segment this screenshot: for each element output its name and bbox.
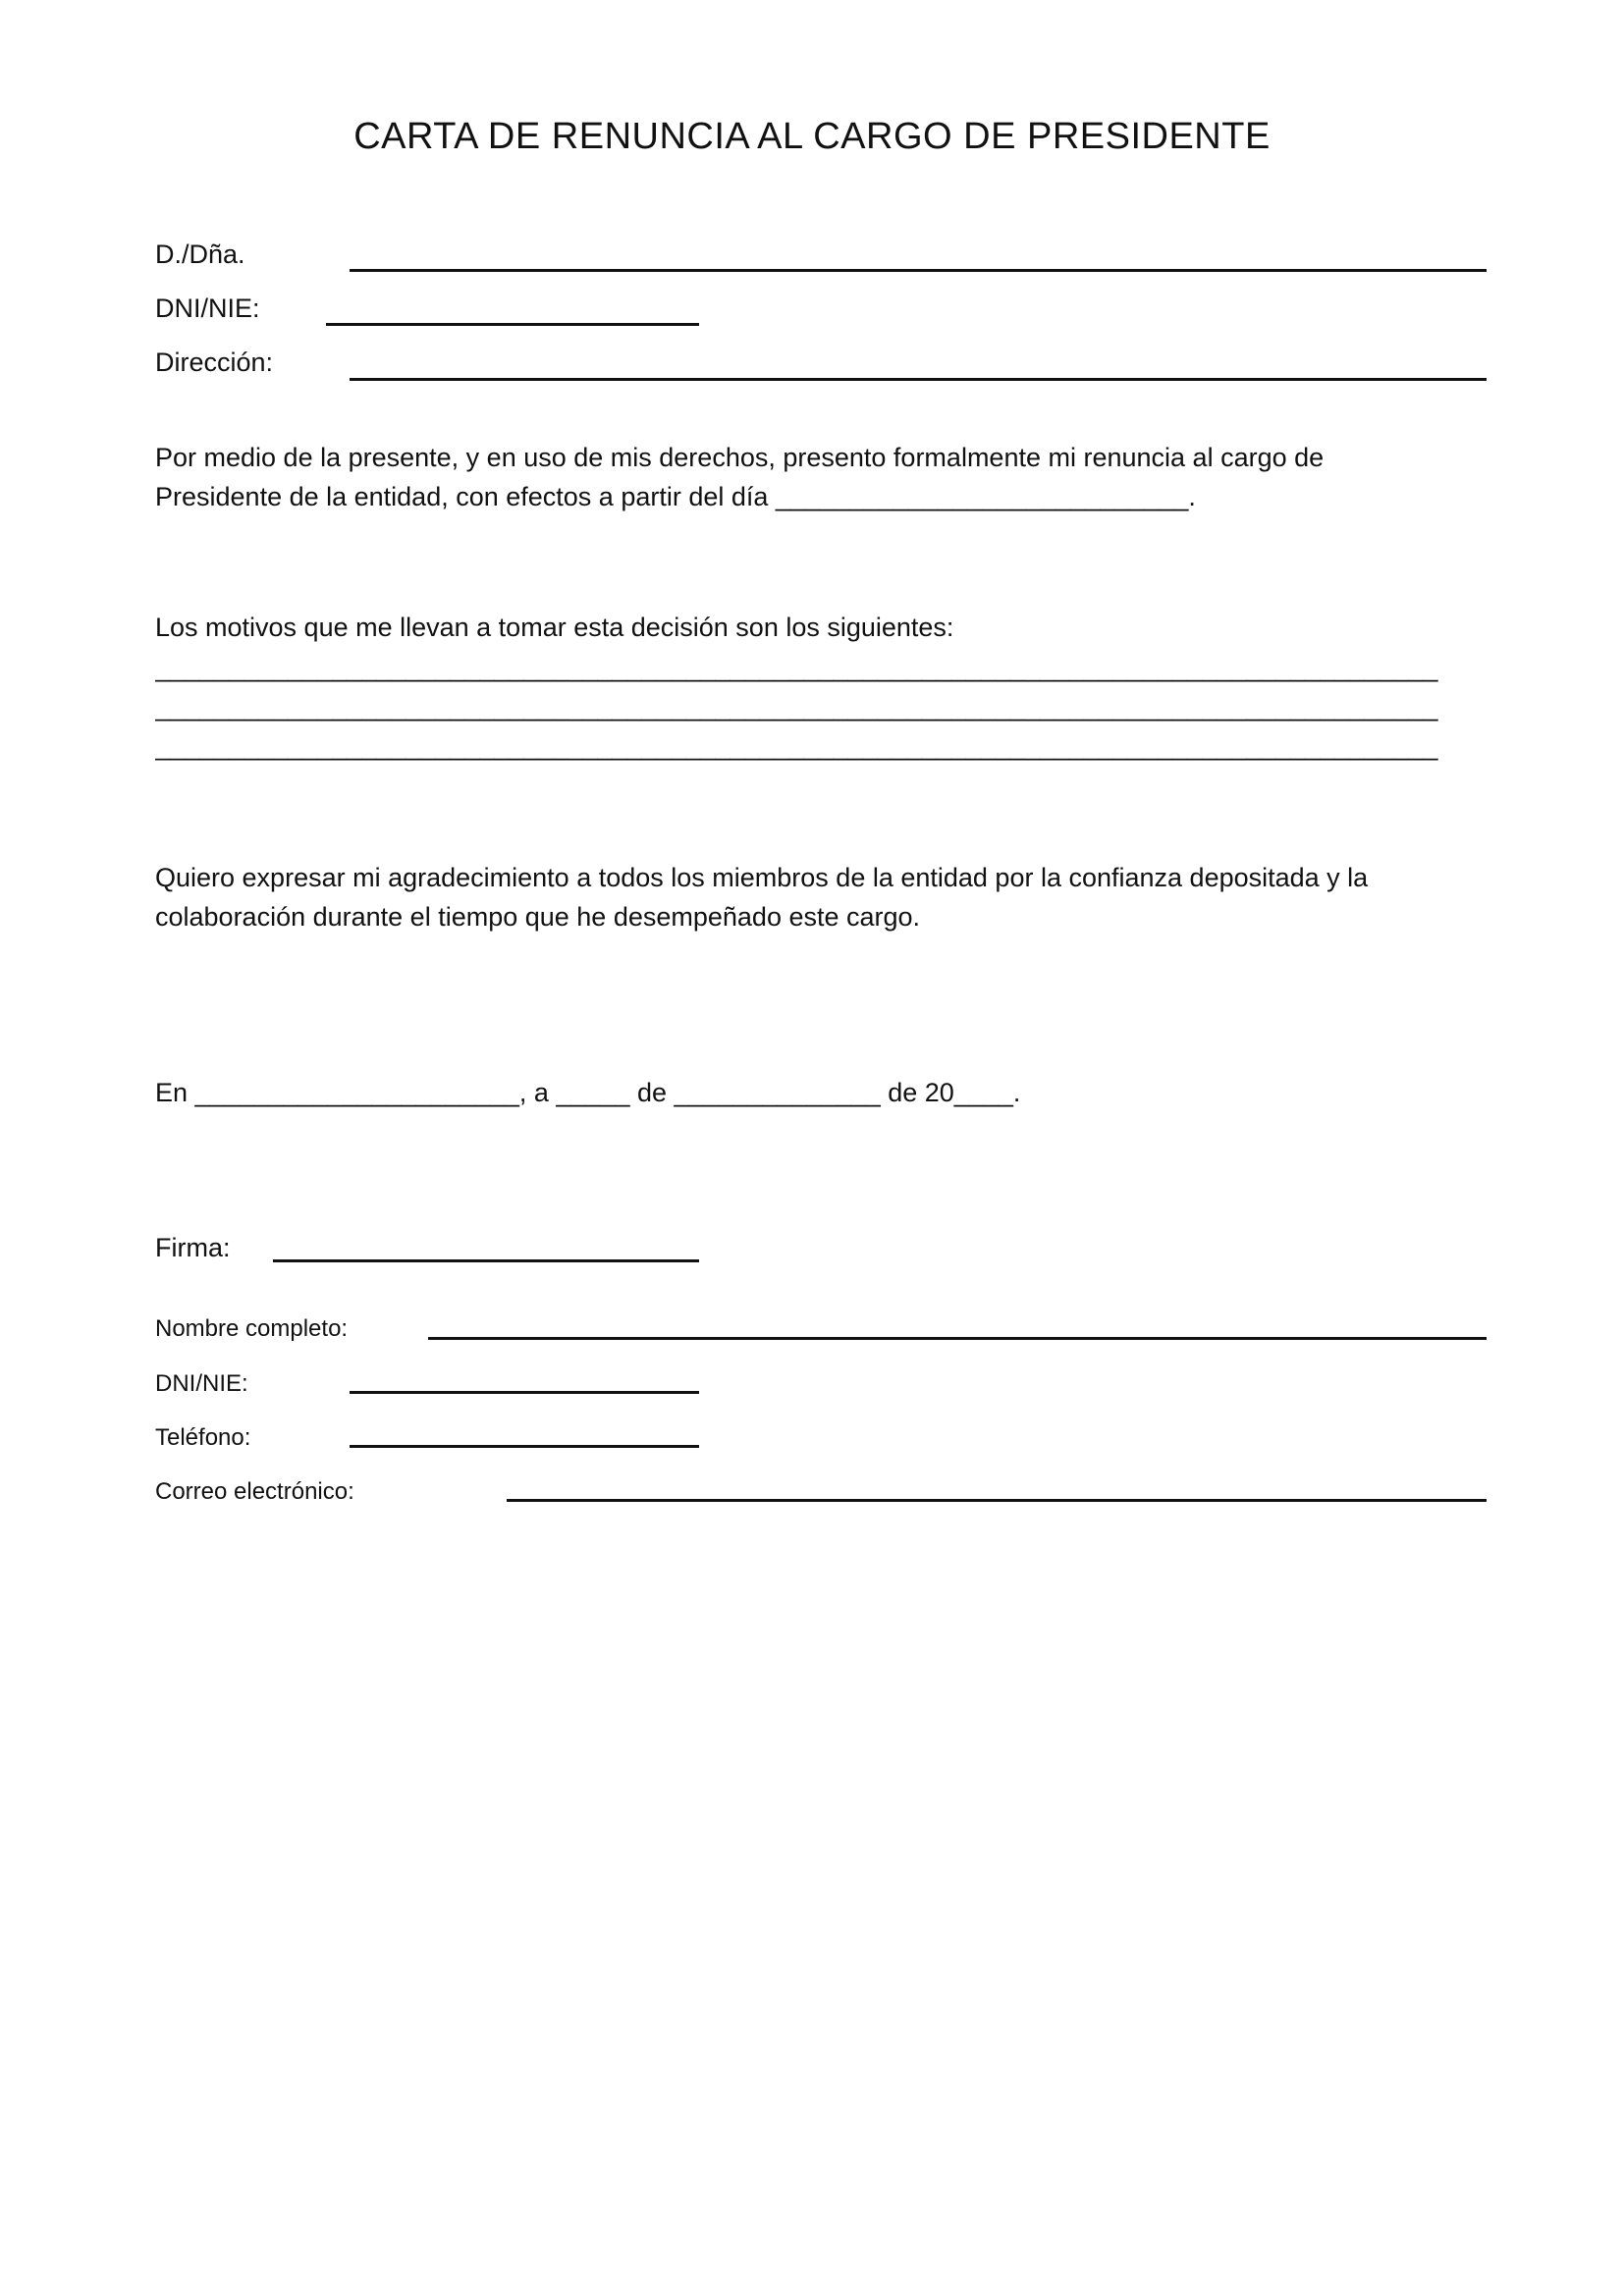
reasons-line-1[interactable]: _______________________________________________________________________________________ (155, 653, 1438, 682)
document-title: CARTA DE RENUNCIA AL CARGO DE PRESIDENTE (353, 116, 1271, 157)
signature-dni-label: DNI/NIE: (155, 1370, 248, 1397)
gratitude-paragraph (155, 858, 1530, 936)
signature-label: Firma: (155, 1233, 231, 1262)
phone-label: Teléfono: (155, 1424, 251, 1451)
reasons-line-3[interactable]: _______________________________________________________________________________________ (155, 731, 1438, 761)
resignation-paragraph-line-2: Presidente de la entidad, con efectos a partir del día ____________________________. (155, 482, 1196, 511)
signature-field-line[interactable] (273, 1259, 699, 1262)
gratitude-paragraph-line-2: colaboración durante el tiempo que he desempeñado este cargo. (155, 902, 921, 932)
place-date-line: En ______________________, a _____ de ______________ de 20____. (155, 1078, 1021, 1107)
dni-label: DNI/NIE: (155, 294, 260, 323)
reasons-line-2[interactable]: _______________________________________________________________________________________ (155, 692, 1438, 721)
signature-dni-field-line[interactable] (350, 1391, 699, 1394)
full-name-field-line[interactable] (428, 1337, 1487, 1340)
dni-field-line[interactable] (326, 323, 699, 326)
name-label: D./Dña. (155, 240, 245, 269)
email-field-line[interactable] (507, 1499, 1487, 1502)
gratitude-paragraph-line-1: Quiero expresar mi agradecimiento a todos los miembros de la entidad por la confianza depositada y la (155, 863, 1369, 892)
address-label: Dirección: (155, 347, 274, 377)
resignation-paragraph-line-1: Por medio de la presente, y en uso de mis derechos, presento formalmente mi renuncia al cargo de (155, 443, 1325, 472)
resignation-paragraph (155, 438, 1530, 516)
address-field-line[interactable] (350, 378, 1487, 381)
full-name-label: Nombre completo: (155, 1315, 349, 1342)
phone-field-line[interactable] (350, 1445, 699, 1448)
name-field-line[interactable] (350, 269, 1487, 272)
email-label: Correo electrónico: (155, 1478, 354, 1505)
reasons-intro: Los motivos que me llevan a tomar esta decisión son los siguientes: (155, 613, 954, 642)
